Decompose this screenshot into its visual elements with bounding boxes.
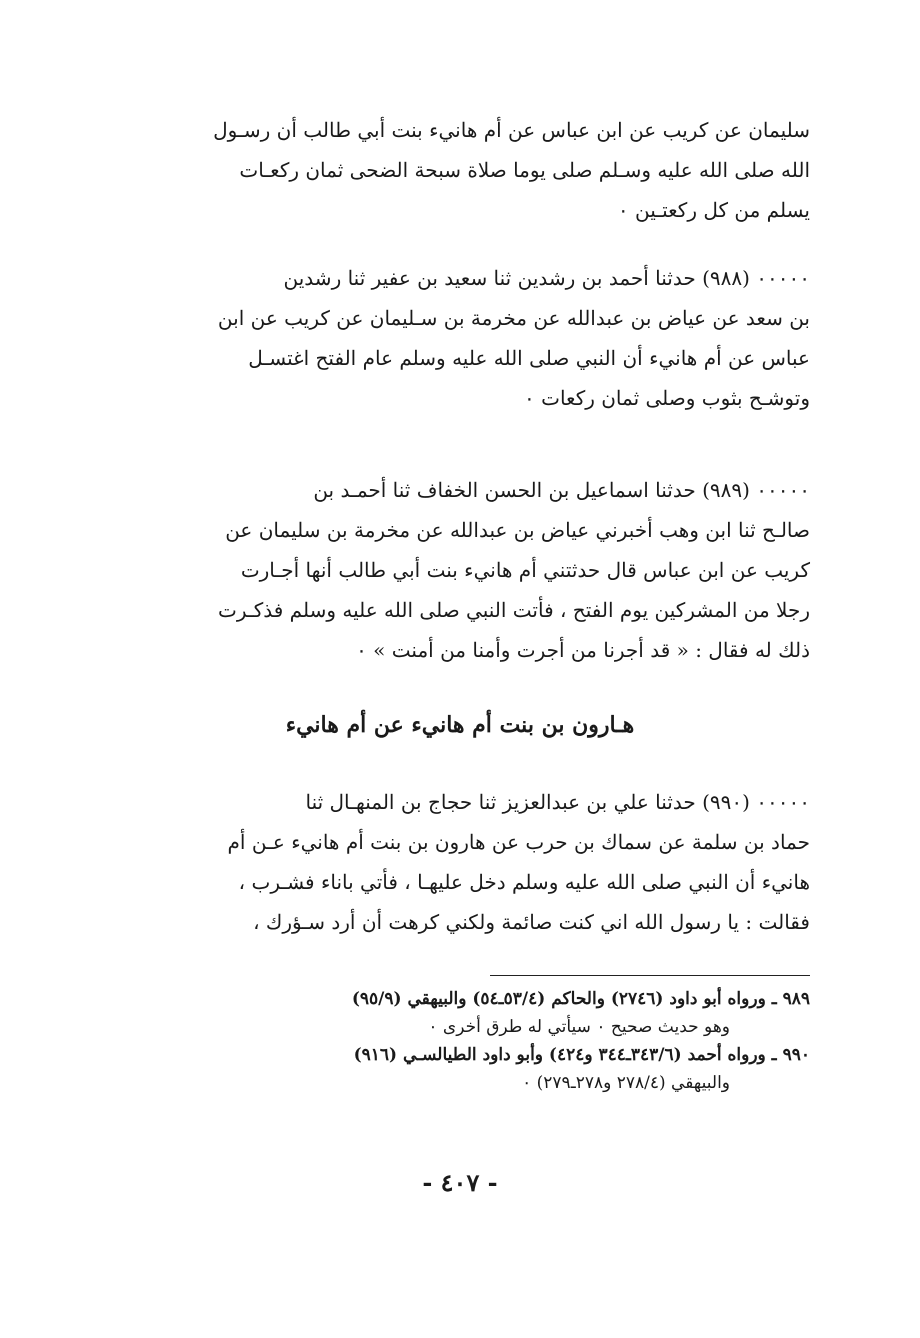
footnote-line: والبيهقي (٢٧٨/٤ و٢٧٨ـ٢٧٩) ٠	[522, 1073, 730, 1093]
section-heading: هـارون بن بنت أم هانيء عن أم هانيء	[285, 712, 635, 738]
text-line: ٠٠٠٠٠ (٩٨٨) حدثنا أحمد بن رشدين ثنا سعيد بن عفير ثنا رشدين	[283, 266, 810, 290]
text-line: ذلك له فقال : « قد أجرنا من أجرت وأمنا من أمنت » ٠	[356, 638, 810, 662]
text-line: حماد بن سلمة عن سماك بن حرب عن هارون بن بنت أم هانيء عـن أم	[227, 830, 810, 854]
text-line: الله صلى الله عليه وسـلم صلى يوما صلاة سبحة الضحى ثمان ركعـات	[239, 158, 810, 182]
page-number: - ٤٠٧ -	[422, 1168, 498, 1197]
hadith-990	[110, 782, 810, 942]
text-line: رجلا من المشركين يوم الفتح ، فأتت النبي صلى الله عليه وسلم فذكـرت	[218, 598, 810, 622]
text-line: ٠٠٠٠٠ (٩٩٠) حدثنا علي بن عبدالعزيز ثنا حجاج بن المنهـال ثنا	[305, 790, 810, 814]
footnote-line: وهو حديث صحيح ٠ سيأتي له طرق أخرى ٠	[428, 1017, 730, 1037]
footnote-divider	[490, 975, 810, 976]
text-line: صالـح ثنا ابن وهب أخبرني عياض بن عبدالله عن مخرمة بن سليمان عن	[225, 518, 810, 542]
hadith-989	[110, 470, 810, 670]
text-line: بن سعد عن عياض بن عبدالله عن مخرمة بن سـليمان عن كريب عن ابن	[217, 306, 810, 330]
text-line: فقالت : يا رسول الله اني كنت صائمة ولكني كرهت أن أرد سـؤرك ،	[253, 910, 810, 934]
text-line: هانيء أن النبي صلى الله عليه وسلم دخل عليهـا ، فأتي باناء فشـرب ،	[238, 870, 810, 894]
text-line: كريب عن ابن عباس قال حدثتني أم هانيء بنت أبي طالب أنها أجـارت	[240, 558, 810, 582]
text-line: سليمان عن كريب عن ابن عباس عن أم هانيء بنت أبي طالب أن رسـول	[213, 118, 810, 142]
hadith-988	[110, 258, 810, 418]
paragraph-continuation	[110, 110, 810, 230]
text-line: ٠٠٠٠٠ (٩٨٩) حدثنا اسماعيل بن الحسن الخفاف ثنا أحمـد بن	[313, 478, 810, 502]
footnotes	[110, 985, 810, 1097]
footnote-line: ٩٩٠ ـ ورواه أحمد (٣٤٣/٦ـ٣٤٤ و٤٢٤) وأبو داود الطيالسـي (٩١٦)	[353, 1045, 810, 1065]
text-line: وتوشـح بثوب وصلى ثمان ركعات ٠	[524, 386, 810, 410]
text-line: عباس عن أم هانيء أن النبي صلى الله عليه وسلم عام الفتح اغتسـل	[248, 346, 810, 370]
footnote-line: ٩٨٩ ـ ورواه أبو داود (٢٧٤٦) والحاكم (٥٣/٤ـ٥٤) والبيهقي (٩٥/٩)	[351, 989, 810, 1009]
text-line: يسلم من كل ركعتـين ٠	[617, 198, 810, 222]
